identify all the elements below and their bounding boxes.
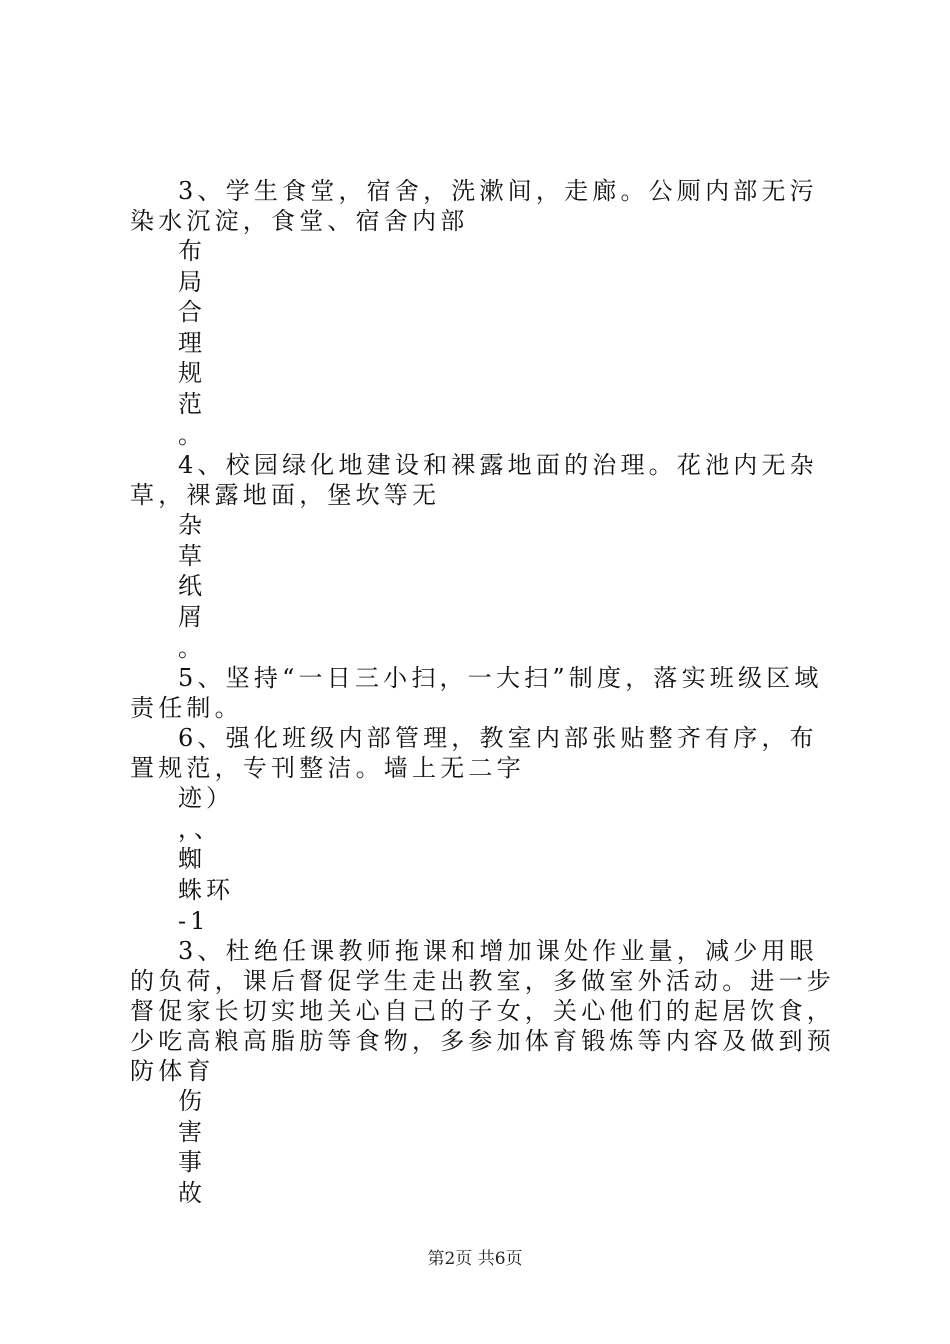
paragraph: 3、杜绝任课教师拖课和增加课处作业量，减少用眼的负荷，课后督促学生走出教室，多做室外活动。进一步督促家长切实地关心自己的子女，关心他们的起居饮食，少吃高粮高脂肪等食物，多参加体育锻炼等内容及做到预防体育 xyxy=(130,937,835,1086)
paragraph: 4、校园绿化地建设和裸露地面的治理。花池内无杂草，裸露地面，堡坎等无 xyxy=(130,451,818,510)
vertical-text-line: ，、 xyxy=(178,814,222,843)
document-body xyxy=(130,176,840,1208)
vertical-text-line: 。 xyxy=(178,420,206,449)
paragraph: 3、学生食堂，宿舍，洗漱间，走廊。公厕内部无污染水沉淀，食堂、宿舍内部 xyxy=(130,177,818,235)
vertical-text-column xyxy=(130,510,840,663)
vertical-text-line: 杂 xyxy=(178,511,206,540)
vertical-text-line: 事 xyxy=(178,1148,206,1177)
vertical-text-line: -1 xyxy=(178,906,210,935)
page-footer: 第2页 共6页 xyxy=(427,1249,523,1269)
vertical-text-line: 。 xyxy=(178,633,206,662)
vertical-text-line: 纸 xyxy=(178,572,206,601)
vertical-text-line: 草 xyxy=(178,541,206,570)
vertical-text-line: 屑 xyxy=(178,602,206,631)
vertical-text-line: 伤 xyxy=(178,1087,206,1116)
vertical-text-column xyxy=(130,1086,840,1208)
vertical-text-line: 布 xyxy=(178,237,206,265)
vertical-text-column xyxy=(130,783,840,936)
vertical-text-line: 规 xyxy=(178,359,206,388)
vertical-text-line: 范 xyxy=(178,389,206,418)
vertical-text-line: 蜘 xyxy=(178,845,206,874)
paragraph: 5、坚持“一日三小扫，一大扫”制度，落实班级区域责任制。 xyxy=(130,664,823,723)
vertical-text-line: 故 xyxy=(178,1178,206,1207)
vertical-text-line: 蛛环 xyxy=(178,875,234,904)
vertical-text-line: 迹） xyxy=(178,784,234,813)
paragraph: 6、强化班级内部管理，教室内部张贴整齐有序，布置规范，专刊整洁。墙上无二字 xyxy=(130,724,818,783)
vertical-text-line: 合 xyxy=(178,298,206,327)
vertical-text-line: 局 xyxy=(178,267,206,296)
vertical-text-line: 害 xyxy=(178,1117,206,1146)
vertical-text-line: 理 xyxy=(178,328,206,357)
vertical-text-column xyxy=(130,236,840,450)
